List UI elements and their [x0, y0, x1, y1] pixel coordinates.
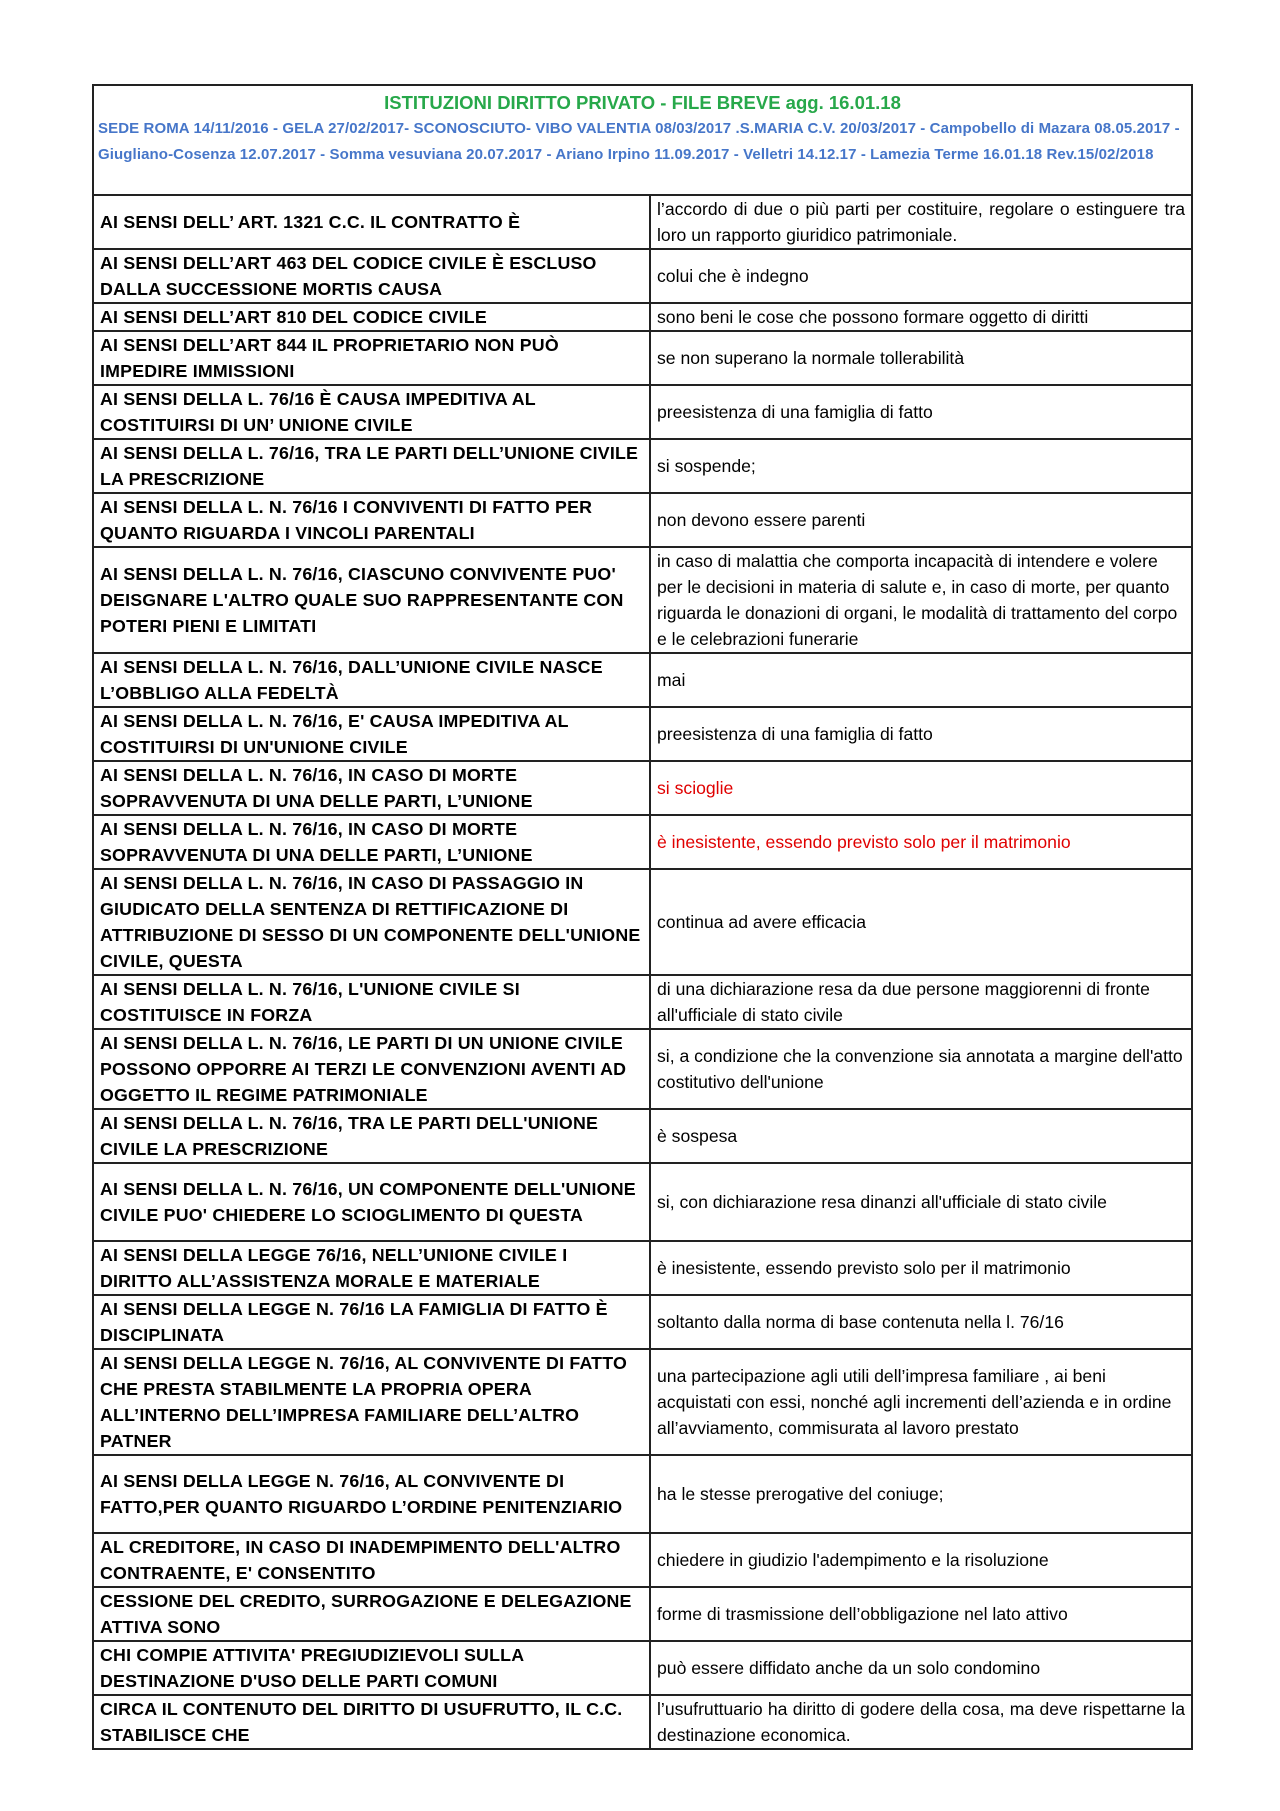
answer-cell: può essere diffidato anche da un solo condomino	[650, 1641, 1192, 1695]
question-cell: AI SENSI DELL’ART 844 IL PROPRIETARIO NON PUÒ IMPEDIRE IMMISSIONI	[93, 331, 650, 385]
questions-table	[92, 84, 1193, 1750]
question-cell: AL CREDITORE, IN CASO DI INADEMPIMENTO DELL'ALTRO CONTRAENTE, E' CONSENTITO	[93, 1533, 650, 1587]
answer-cell: si sospende;	[650, 439, 1192, 493]
question-cell: AI SENSI DELLA LEGGE N. 76/16, AL CONVIVENTE DI FATTO,PER QUANTO RIGUARDO L’ORDINE PENITENZIARIO	[93, 1455, 650, 1533]
question-cell: AI SENSI DELLA L. N. 76/16, TRA LE PARTI DELL'UNIONE CIVILE LA PRESCRIZIONE	[93, 1109, 650, 1163]
table-row	[93, 195, 1192, 249]
table-row	[93, 1455, 1192, 1533]
table-row	[93, 1533, 1192, 1587]
answer-cell-highlighted: è inesistente, essendo previsto solo per il matrimonio	[650, 815, 1192, 869]
question-cell: AI SENSI DELLA L. N. 76/16, L'UNIONE CIVILE SI COSTITUISCE IN FORZA	[93, 975, 650, 1029]
table-row	[93, 707, 1192, 761]
answer-cell: l’accordo di due o più parti per costituire, regolare o estinguere tra loro un rapporto giuridico patrimoniale.	[650, 195, 1192, 249]
answer-cell: in caso di malattia che comporta incapacità di intendere e volere per le decisioni in materia di salute e, in caso di morte, per quanto riguarda le donazioni di organi, le modalità di trattamento del corpo e le celebrazioni funerarie	[650, 547, 1192, 653]
question-cell: AI SENSI DELLA LEGGE 76/16, NELL’UNIONE CIVILE I DIRITTO ALL’ASSISTENZA MORALE E MATERIALE	[93, 1241, 650, 1295]
table-row	[93, 303, 1192, 331]
question-cell: AI SENSI DELLA L. N. 76/16 I CONVIVENTI DI FATTO PER QUANTO RIGUARDA I VINCOLI PARENTALI	[93, 493, 650, 547]
question-cell: AI SENSI DELLA L. N. 76/16, UN COMPONENTE DELL'UNIONE CIVILE PUO' CHIEDERE LO SCIOGLIMENTO DI QUESTA	[93, 1163, 650, 1241]
answer-cell: di una dichiarazione resa da due persone maggiorenni di fronte all'ufficiale di stato civile	[650, 975, 1192, 1029]
table-row	[93, 815, 1192, 869]
answer-cell: preesistenza di una famiglia di fatto	[650, 385, 1192, 439]
table-row	[93, 249, 1192, 303]
question-cell: AI SENSI DELLA L. N. 76/16, DALL’UNIONE CIVILE NASCE L’OBBLIGO ALLA FEDELTÀ	[93, 653, 650, 707]
table-row	[93, 493, 1192, 547]
answer-cell: si, con dichiarazione resa dinanzi all'ufficiale di stato civile	[650, 1163, 1192, 1241]
table-row	[93, 1695, 1192, 1749]
table-row	[93, 331, 1192, 385]
table-row	[93, 653, 1192, 707]
table-row	[93, 869, 1192, 975]
answer-cell: non devono essere parenti	[650, 493, 1192, 547]
header-cell	[93, 85, 1192, 195]
table-row	[93, 1163, 1192, 1241]
answer-cell: ha le stesse prerogative del coniuge;	[650, 1455, 1192, 1533]
answer-cell: soltanto dalla norma di base contenuta nella l. 76/16	[650, 1295, 1192, 1349]
question-cell: AI SENSI DELL’ART 463 DEL CODICE CIVILE È ESCLUSO DALLA SUCCESSIONE MORTIS CAUSA	[93, 249, 650, 303]
question-cell: AI SENSI DELLA L. N. 76/16, IN CASO DI PASSAGGIO IN GIUDICATO DELLA SENTENZA DI RETTIFICAZIONE DI ATTRIBUZIONE DI SESSO DI UN COMPONENTE DELL'UNIONE CIVILE, QUESTA	[93, 869, 650, 975]
answer-cell: è sospesa	[650, 1109, 1192, 1163]
question-cell: CIRCA IL CONTENUTO DEL DIRITTO DI USUFRUTTO, IL C.C. STABILISCE CHE	[93, 1695, 650, 1749]
table-row	[93, 1241, 1192, 1295]
answer-cell: chiedere in giudizio l'adempimento e la risoluzione	[650, 1533, 1192, 1587]
table-row	[93, 975, 1192, 1029]
answer-cell: sono beni le cose che possono formare oggetto di diritti	[650, 303, 1192, 331]
table-row	[93, 1029, 1192, 1109]
question-cell: AI SENSI DELLA LEGGE N. 76/16 LA FAMIGLIA DI FATTO È DISCIPLINATA	[93, 1295, 650, 1349]
document-title: ISTITUZIONI DIRITTO PRIVATO - FILE BREVE agg. 16.01.18	[384, 92, 901, 113]
answer-cell: mai	[650, 653, 1192, 707]
answer-cell: l’usufruttuario ha diritto di godere della cosa, ma deve rispettarne la destinazione economica.	[650, 1695, 1192, 1749]
table-row	[93, 547, 1192, 653]
question-cell: AI SENSI DELLA LEGGE N. 76/16, AL CONVIVENTE DI FATTO CHE PRESTA STABILMENTE LA PROPRIA OPERA ALL’INTERNO DELL’IMPRESA FAMILIARE DELL’ALTRO PATNER	[93, 1349, 650, 1455]
answer-cell: forme di trasmissione dell’obbligazione nel lato attivo	[650, 1587, 1192, 1641]
header-row	[93, 85, 1192, 195]
question-cell: AI SENSI DELLA L. 76/16, TRA LE PARTI DELL’UNIONE CIVILE LA PRESCRIZIONE	[93, 439, 650, 493]
question-cell: AI SENSI DELLA L. N. 76/16, IN CASO DI MORTE SOPRAVVENUTA DI UNA DELLE PARTI, L’UNIONE	[93, 815, 650, 869]
answer-cell: colui che è indegno	[650, 249, 1192, 303]
answer-cell: continua ad avere efficacia	[650, 869, 1192, 975]
table-row	[93, 439, 1192, 493]
answer-cell: se non superano la normale tollerabilità	[650, 331, 1192, 385]
table-row	[93, 1349, 1192, 1455]
answer-cell: è inesistente, essendo previsto solo per il matrimonio	[650, 1241, 1192, 1295]
table-row	[93, 385, 1192, 439]
answer-cell: si, a condizione che la convenzione sia annotata a margine dell'atto costitutivo dell'unione	[650, 1029, 1192, 1109]
question-cell: AI SENSI DELLA L. 76/16 È CAUSA IMPEDITIVA AL COSTITUIRSI DI UN’ UNIONE CIVILE	[93, 385, 650, 439]
table-row	[93, 761, 1192, 815]
document-sedi: SEDE ROMA 14/11/2016 - GELA 27/02/2017- SCONOSCIUTO- VIBO VALENTIA 08/03/2017 .S.MARIA C.V. 20/03/2017 - Campobello di Mazara 08.05.2017 - Giugliano-Cosenza 12.07.2017 - Somma vesuviana 20.07.2017 - Ariano Irpino 11.09.2017 - Velletri 14.12.17 - Lamezia Terme 16.01.18 Rev.15/02/2018	[98, 120, 1180, 163]
question-cell: AI SENSI DELL’ ART. 1321 C.C. IL CONTRATTO È	[93, 195, 650, 249]
table-row	[93, 1109, 1192, 1163]
table-row	[93, 1295, 1192, 1349]
question-cell: AI SENSI DELLA L. N. 76/16, E' CAUSA IMPEDITIVA AL COSTITUIRSI DI UN'UNIONE CIVILE	[93, 707, 650, 761]
question-cell: CESSIONE DEL CREDITO, SURROGAZIONE E DELEGAZIONE ATTIVA SONO	[93, 1587, 650, 1641]
question-cell: AI SENSI DELLA L. N. 76/16, IN CASO DI MORTE SOPRAVVENUTA DI UNA DELLE PARTI, L’UNIONE	[93, 761, 650, 815]
question-cell: AI SENSI DELLA L. N. 76/16, LE PARTI DI UN UNIONE CIVILE POSSONO OPPORRE AI TERZI LE CONVENZIONI AVENTI AD OGGETTO IL REGIME PATRIMONIALE	[93, 1029, 650, 1109]
question-cell: AI SENSI DELLA L. N. 76/16, CIASCUNO CONVIVENTE PUO' DEISGNARE L'ALTRO QUALE SUO RAPPRESENTANTE CON POTERI PIENI E LIMITATI	[93, 547, 650, 653]
question-cell: CHI COMPIE ATTIVITA' PREGIUDIZIEVOLI SULLA DESTINAZIONE D'USO DELLE PARTI COMUNI	[93, 1641, 650, 1695]
question-cell: AI SENSI DELL’ART 810 DEL CODICE CIVILE	[93, 303, 650, 331]
table-row	[93, 1641, 1192, 1695]
answer-cell: una partecipazione agli utili dell’impresa familiare , ai beni acquistati con essi, nonché agli incrementi dell’azienda e in ordine all’avviamento, commisurata al lavoro prestato	[650, 1349, 1192, 1455]
answer-cell: preesistenza di una famiglia di fatto	[650, 707, 1192, 761]
answer-cell-highlighted: si scioglie	[650, 761, 1192, 815]
table-row	[93, 1587, 1192, 1641]
